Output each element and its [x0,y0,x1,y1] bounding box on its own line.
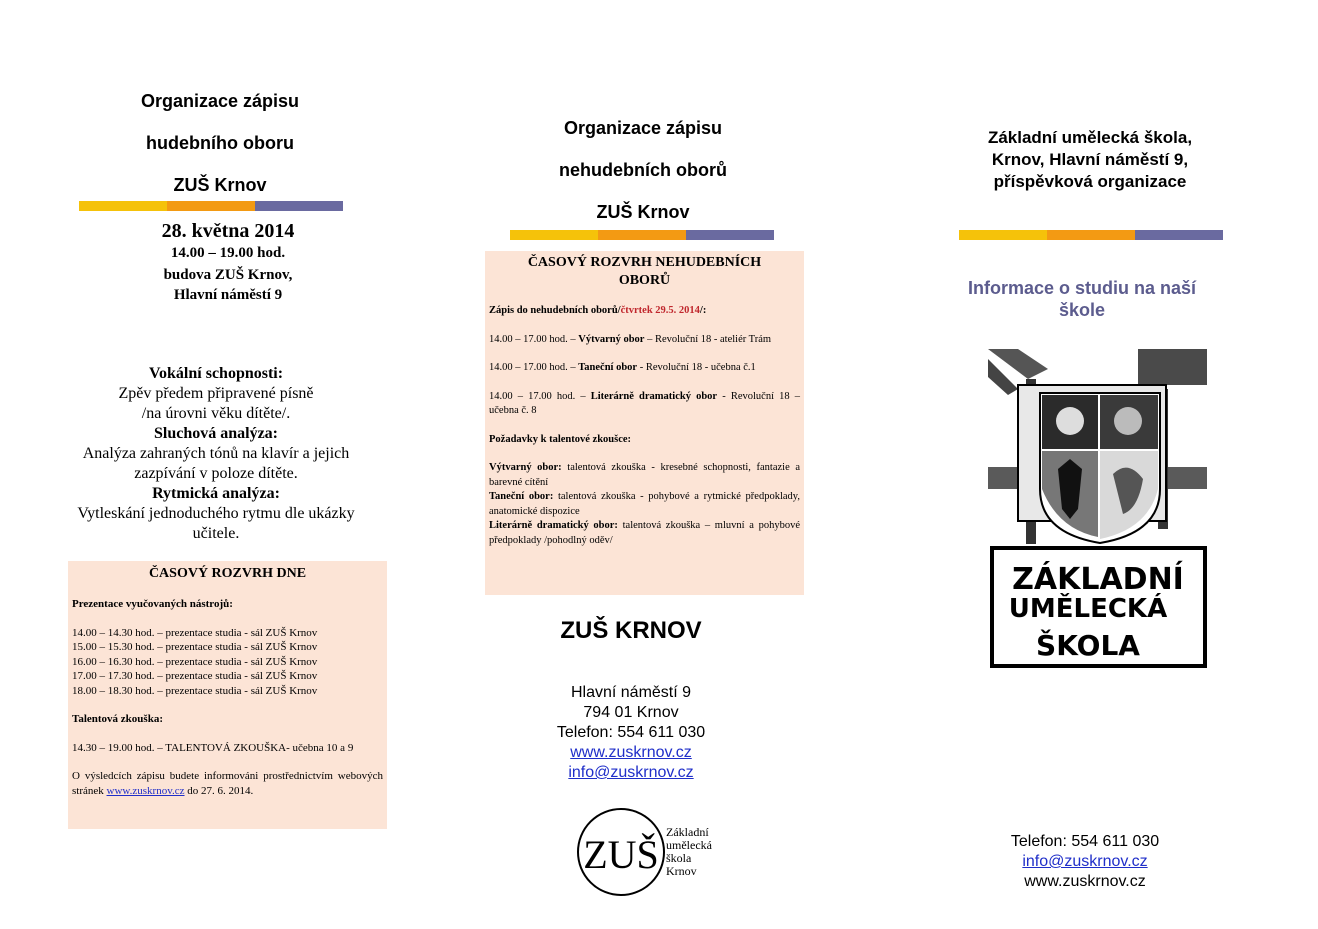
col1-title-line: ZUŠ Krnov [173,175,267,195]
results-text: O výsledcích zápisu budete informováni prostřednictvím webových stránek [72,770,383,797]
col3-web: www.zuskrnov.cz [1024,873,1146,890]
contact-address: Hlavní náměstí 9 [570,684,692,701]
col2-title-line: Organizace zápisu [563,118,723,138]
talent-heading: Talentová zkouška: [72,713,163,725]
logo-mark: ZUŠ [583,832,659,877]
results-suffix: do 27. 6. 2014. [187,784,254,797]
schedule-row: 17.00 – 17.30 hod. – prezentace studia - sál ZUŠ Krnov [72,670,318,682]
col1-date: 28. května 2014 [161,220,295,242]
discipline-entry [489,390,800,419]
requirement-name: Výtvarný obor: [489,462,562,473]
col1-place [80,265,376,305]
requirement-text: učitele. [192,525,240,542]
requirement-entry [489,490,800,519]
requirement-text: talentová zkouška - pohybové a rytmické předpoklady, anatomické dispozice [489,491,800,517]
requirement-name: Literárně dramatický obor: [489,520,618,531]
signup-suffix: /: [699,305,707,316]
coat-of-arms-icon [988,349,1207,670]
logo-line: Krnov [666,864,697,878]
entry-name: Taneční obor [578,362,638,373]
contact-city: 794 01 Krnov [583,704,679,721]
requirement-entry [489,519,800,548]
zus-logo [576,806,736,898]
school-sign-image [988,349,1207,670]
schedule-title: ČASOVÝ ROZVRH DNE [148,566,307,581]
subtitle-line: škole [1058,300,1106,320]
col3-title-line: Základní umělecká škola, [987,128,1193,147]
color-bar [510,230,774,240]
requirement-name: Taneční obor: [489,491,554,502]
color-bar [959,230,1223,240]
zus-logo-icon [576,806,668,898]
requirement-entry [489,461,800,490]
col3-title [946,127,1234,193]
sign-line: ZÁKLADNÍ [1012,562,1184,597]
contact-web-link[interactable]: www.zuskrnov.cz [570,744,692,761]
col2-title-line: nehudebních oborů [559,160,727,180]
col1-title-line: Organizace zápisu [140,91,300,111]
logo-line: umělecká [666,838,712,852]
entry-place: - Revoluční 18 – učebna č. 8 [489,390,801,416]
col3-subtitle [946,277,1218,321]
requirement-text: Vytleskání jednoduchého rytmu dle ukázky [77,505,355,522]
discipline-entry [489,361,800,376]
signup-prefix: Zápis do nehudebních oborů/ [489,305,621,316]
col1-time: 14.00 – 19.00 hod. [170,245,286,261]
requirement-text: Zpěv předem připravené písně [118,385,314,402]
requirement-text: zazpívání v poloze dítěte. [134,465,298,482]
instruments-heading: Prezentace vyučovaných nástrojů: [72,598,233,610]
schedule-row: 14.00 – 14.30 hod. – prezentace studia - sál ZUŠ Krnov [72,626,318,639]
requirement-text: talentová zkouška – mluvní a pohybové předpoklady /pohodlný oděv/ [489,520,801,546]
entry-time: 14.00 – 17.00 hod. – [489,390,591,402]
talent-line: 14.30 – 19.00 hod. – TALENTOVÁ ZKOUŠKA- učebna 10 a 9 [72,741,354,754]
requirements-heading: Požadavky k talentové zkoušce: [489,433,632,445]
schedule-row: 15.00 – 15.30 hod. – prezentace studia - sál ZUŠ Krnov [72,641,318,653]
entry-name: Výtvarný obor [578,333,645,345]
col1-schedule-box [68,561,387,829]
requirement-text: Analýza zahraných tónů na klavír a jejich [82,445,350,462]
color-bar [79,201,343,211]
sign-line: UMĚLECKÁ [1008,594,1168,624]
col3-contact [960,832,1210,892]
entry-time: 14.00 – 17.00 hod. – [489,362,579,373]
col3-title-line: Krnov, Hlavní náměstí 9, [991,150,1189,169]
schedule-row: 16.00 – 16.30 hod. – prezentace studia - sál ZUŠ Krnov [72,655,318,668]
logo-text [666,826,712,878]
col2-title [500,118,786,226]
col1-requirements [60,364,372,544]
requirement-heading: Sluchová analýza: [153,425,278,442]
entry-name: Literárně dramatický obor [590,390,718,402]
results-note [72,769,383,798]
sign-line: ŠKOLA [1036,629,1140,662]
place-line: Hlavní náměstí 9 [173,287,283,303]
contact-email-link[interactable]: info@zuskrnov.cz [568,764,694,781]
requirement-text: /na úrovni věku dítěte/. [141,405,291,422]
requirement-heading: Vokální schopnosti: [148,365,284,382]
signup-line [489,304,800,319]
entry-place: – Revoluční 18 - ateliér Trám [644,333,772,345]
col1-title [80,91,360,199]
logo-line: Základní [666,825,709,839]
contact-block [485,683,777,783]
signup-date: čtvrtek 29.5. 2014 [620,305,700,316]
requirement-text: talentová zkouška - kresebné schopnosti, fantazie a barevné cítění [489,462,800,488]
col2-title-line: ZUŠ Krnov [596,202,690,222]
col3-phone: Telefon: 554 611 030 [1010,833,1160,850]
entry-place: - Revoluční 18 - učebna č.1 [637,362,756,373]
contact-name: ZUŠ KRNOV [560,617,702,644]
discipline-entry [489,333,800,348]
subtitle-line: Informace o studiu na naší [967,278,1197,298]
col1-title-line: hudebního oboru [146,133,294,153]
requirement-heading: Rytmická analýza: [152,485,280,502]
place-line: budova ZUŠ Krnov, [163,267,293,283]
col3-title-line: příspěvková organizace [993,172,1187,191]
col2-schedule-box [485,251,804,595]
entry-time: 14.00 – 17.00 hod. – [489,333,579,345]
contact-phone: Telefon: 554 611 030 [556,724,706,741]
schedule-title: ČASOVÝ ROZVRH NEHUDEBNÍCH OBORŮ [527,255,762,288]
logo-line: škola [666,851,692,865]
schedule-row: 18.00 – 18.30 hod. – prezentace studia - sál ZUŠ Krnov [72,684,318,697]
results-web-link[interactable]: www.zuskrnov.cz [106,784,185,797]
col3-email-link[interactable]: info@zuskrnov.cz [1022,853,1148,870]
